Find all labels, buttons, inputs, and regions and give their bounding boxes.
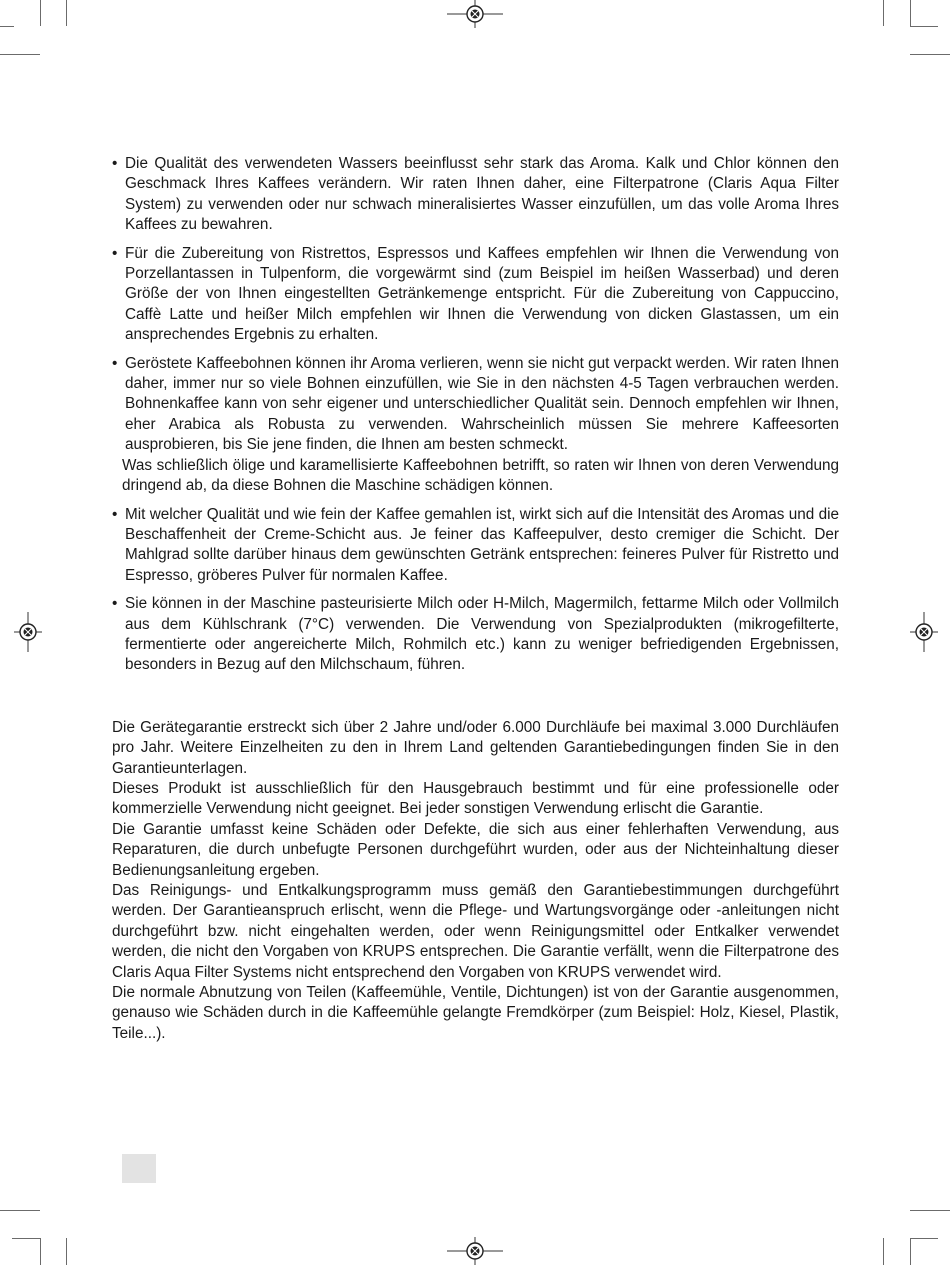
crop-mark-top-right-vertical (883, 0, 884, 26)
registration-mark-icon (910, 612, 938, 652)
list-item-milk (112, 594, 839, 676)
crop-mark-top-left-vertical (66, 0, 67, 26)
warranty-paragraph: Die Gerätegarantie erstreckt sich über 2 Jahre und/oder 6.000 Durchläufe bei maximal 3.000 Durchläufen pro Jahr. Weitere Einzelheiten zu den in Ihrem Land geltenden Garantiebedingungen finden Sie in den Garantieunterlagen. (112, 718, 839, 777)
tips-list (112, 154, 839, 676)
registration-mark-icon (447, 0, 503, 28)
crop-mark-top-left-horizontal (0, 54, 40, 55)
warranty-paragraph: Das Reinigungs- und Entkalkungsprogramm muss gemäß den Garantiebestimmungen durchgeführt werden. Der Garantieanspruch erlischt, wenn die Pflege- und Wartungsvorgänge oder -anleitungen nicht durchgeführt bzw. nicht eingehalten werden, oder wenn Reinigungsmittel oder Entkalker verwendet werden, die nicht den Vorgaben von KRUPS entsprechen. Die Garantie verfällt, wenn die Filterpatrone des Claris Aqua Filter Systems nicht entsprechend den Vorgaben von KRUPS verwendet wird. (112, 882, 839, 981)
tip-paragraph: • Mit welcher Qualität und wie fein der Kaffee gemahlen ist, wirkt sich auf die Intensität des Aromas und die Beschaffenheit der Creme-Schicht aus. Je feiner das Kaffeepulver, desto cremiger die Schicht. Der Mahlgrad sollte darüber hinaus dem gewünschten Getränk entsprechen: feineres Pulver für Ristretto und Espresso, gröberes Pulver für normalen Kaffee. (125, 505, 839, 584)
warranty-paragraph: Die normale Abnutzung von Teilen (Kaffeemühle, Ventile, Dichtungen) ist von der Garantie ausgenommen, genauso wie Schäden durch in die Kaffeemühle gelangte Fremdkörper (zum Beispiel: Holz, Kiesel, Plastik, Teile...). (112, 984, 839, 1042)
crop-mark-top-right-inner-horizontal (910, 26, 938, 27)
crop-mark-top-right-horizontal (910, 54, 950, 55)
crop-mark-bottom-right-horizontal (910, 1210, 950, 1211)
crop-mark-top-left-inner-vertical (40, 0, 41, 26)
list-item-coffee-beans (112, 354, 839, 497)
crop-mark-top-left-inner-horizontal (0, 26, 14, 27)
warranty-section (112, 718, 839, 1045)
document-body (112, 154, 839, 1044)
list-item-grind (112, 505, 839, 587)
crop-mark-top-right-inner-vertical (910, 0, 911, 26)
crop-mark-bottom-right-inner-vertical (910, 1238, 911, 1265)
crop-mark-bottom-left-inner-horizontal (12, 1238, 40, 1239)
registration-mark-icon (14, 612, 42, 652)
tip-paragraph: • Die Qualität des verwendeten Wassers beeinflusst sehr stark das Aroma. Kalk und Chlor können den Geschmack Ihres Kaffees verändern. Wir raten Ihnen daher, eine Filterpatrone (Claris Aqua Filter System) zu verwenden oder nur schwach mineralisiertes Wasser einzufüllen, um das volle Aroma Ihres Kaffees zu bewahren. (125, 155, 839, 234)
crop-mark-bottom-right-inner-horizontal (910, 1238, 938, 1239)
crop-mark-bottom-left-inner-vertical (40, 1238, 41, 1265)
tip-paragraph: • Sie können in der Maschine pasteurisierte Milch oder H-Milch, Magermilch, fettarme Milch oder Vollmilch aus dem Kühlschrank (7°C) verwenden. Die Verwendung von Spezialprodukten (mikrogefilterte, fermentierte oder angereicherte Milch, Rohmilch etc.) kann zu weniger befriedigenden Ergebnissen, besonders in Bezug auf den Milchschaum, führen. (125, 595, 839, 674)
crop-mark-bottom-left-vertical (66, 1238, 67, 1265)
crop-mark-bottom-right-vertical (883, 1238, 884, 1265)
tip-paragraph: • Geröstete Kaffeebohnen können ihr Aroma verlieren, wenn sie nicht gut verpackt werden. Wir raten Ihnen daher, immer nur so viele Bohnen einzufüllen, wie Sie in den nächsten 4-5 Tagen verbrauchen werden. Bohnenkaffee kann von sehr eigener und unterschiedlicher Qualität sein. Dennoch empfehlen wir Ihnen, eher Arabica als Robusta zu verwenden. Wahrscheinlich müssen Sie mehrere Kaffeesorten ausprobieren, bis Sie jene finden, die Ihnen am besten schmeckt. (125, 354, 839, 454)
tip-paragraph: • Für die Zubereitung von Ristrettos, Espressos und Kaffees empfehlen wir Ihnen die Verwendung von Porzellantassen in Tulpenform, die vorgewärmt sind (zum Beispiel im heißen Wasserbad) und deren Größe der von Ihnen eingestellten Getränkemenge entspricht. Für die Zubereitung von Cappuccino, Caffè Latte und heißer Milch empfehlen wir Ihnen die Verwendung von dicken Glastassen, um ein ansprechendes Ergebnis zu erhalten. (125, 244, 839, 344)
crop-mark-bottom-left-horizontal (0, 1210, 40, 1211)
warranty-paragraph: Dieses Produkt ist ausschließlich für den Hausgebrauch bestimmt und für eine professionelle oder kommerzielle Verwendung nicht geeignet. Bei jeder sonstigen Verwendung erlischt die Garantie. (112, 779, 839, 818)
page-number-box (122, 1154, 156, 1183)
list-item-cups (112, 244, 839, 346)
list-item-water-quality (112, 154, 839, 236)
warranty-paragraph: Die Garantie umfasst keine Schäden oder Defekte, die sich aus einer fehlerhaften Verwendung, aus Reparaturen, die durch unbefugte Personen durchgeführt wurden, oder aus der Nichteinhaltung dieser Bedienungsanleitung ergeben. (112, 820, 839, 879)
registration-mark-icon (447, 1237, 503, 1265)
tip-paragraph-continuation: Was schließlich ölige und karamellisierte Kaffeebohnen betrifft, so raten wir Ihnen von deren Verwendung dringend ab, da diese Bohnen die Maschine schädigen können. (122, 456, 839, 495)
